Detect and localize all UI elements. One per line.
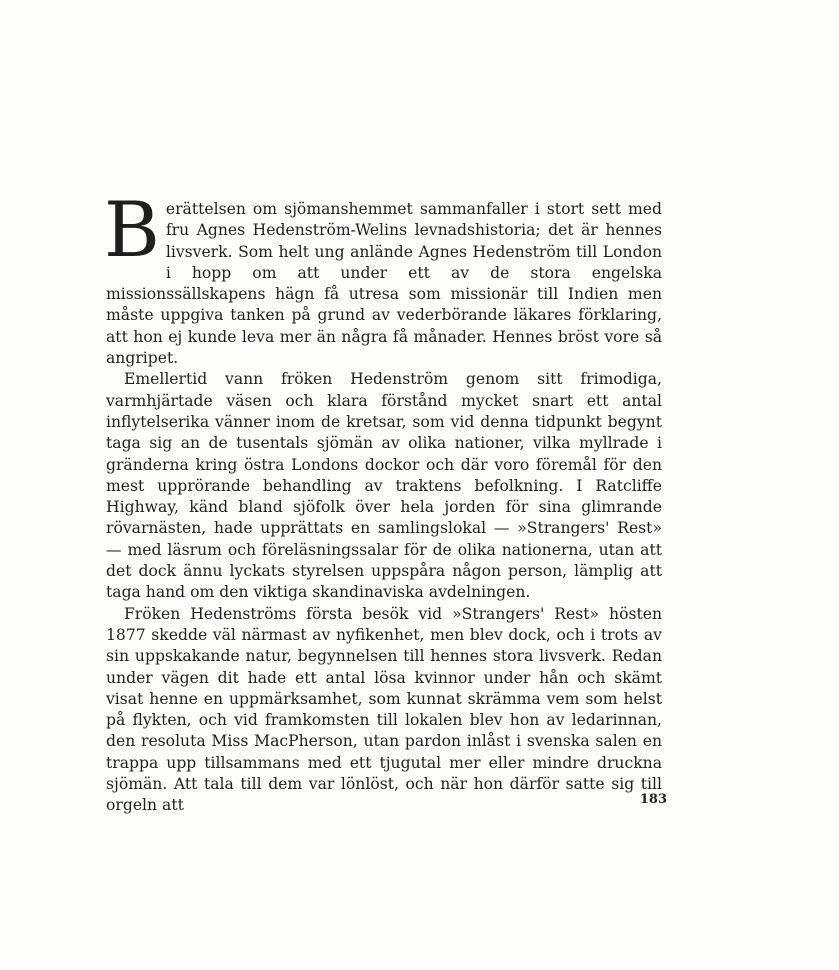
drop-cap: B xyxy=(104,185,160,274)
paragraph-1 xyxy=(104,185,662,369)
body-text xyxy=(104,185,662,817)
paragraph-3: Fröken Hedenströms första besök vid »Strangers' Rest» hösten 1877 skedde väl närmast av nyfikenhet, men blev dock, och i trots av sin uppskakande natur, begynnelsen till hennes stora livsverk. Redan under vägen dit hade ett antal lösa kvinnor under hån och skämt visat henne en uppmärksamhet, som kunnat skrämma vem som helst på flykten, och vid framkomsten till lokalen blev hon av ledarinnan, den resoluta Miss MacPherson, utan pardon inlåst i svenska salen en trappa upp tillsammans med ett tjugutal mer eller mindre druckna sjömän. Att tala till dem var lönlöst, och när hon därför satte sig till orgeln att xyxy=(106,604,662,815)
page-number: 183 xyxy=(639,792,667,807)
paragraph-1-text: erättelsen om sjömanshemmet sammanfaller i stort sett med fru Agnes Hedenström-Welins levnadshistoria; det är hennes livsverk. Som helt ung anlände Agnes Hedenström till London i hopp om att under ett av de stora engelska missionssällskapens hägn få utresa som missionär till Indien men måste uppgiva tanken på grund av vederbörande läkares förklaring, att hon ej kunde leva mer än några få månader. Hennes bröst vore så angripet. xyxy=(106,200,662,368)
paragraph-2: Emellertid vann fröken Hedenström genom sitt frimodiga, varmhjärtade väsen och klara förstånd mycket snart ett antal inflytelserika vänner inom de kretsar, som vid denna tidpunkt begynt taga sig an de tusentals sjömän av olika nationer, vilka myllrade i gränderna kring östra Londons dockor och där voro föremål för den mest upprörande behandling av traktens befolkning. I Ratcliffe Highway, känd bland sjöfolk över hela jorden för sina glimrande rövarnästen, hade upprättats en samlingslokal — »Strangers' Rest» — med läsrum och föreläsningssalar för de olika nationerna, utan att det dock ännu lyckats styrelsen uppspåra någon person, lämplig att taga hand om den viktiga skandinaviska avdelningen. xyxy=(106,370,662,602)
